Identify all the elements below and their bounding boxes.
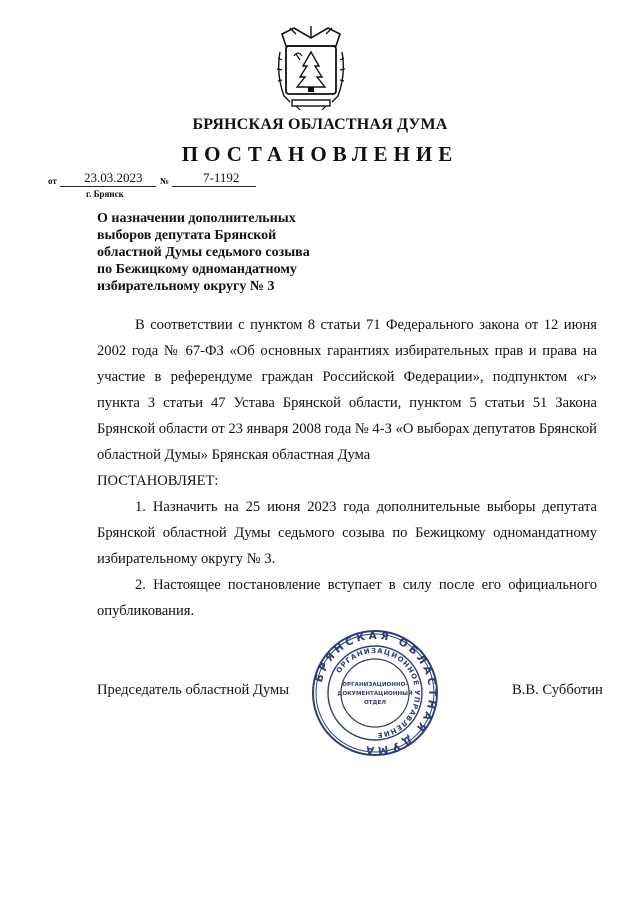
document-number: 7-1192: [203, 170, 240, 185]
document-subject: [97, 210, 339, 295]
document-type: ПОСТАНОВЛЕНИЕ: [181, 142, 459, 166]
city-label: г. Брянск: [86, 189, 124, 199]
subject-line: по Бежицкому одномандатному: [97, 262, 297, 277]
number-label: №: [160, 176, 170, 186]
preamble-paragraph: В соответствии с пунктом 8 статьи 71 Федерального закона от 12 июня 2002 года № 67-ФЗ «Об основных гарантиях избирательных прав и права на участие в референдуме граждан Российской Федерации», подпунктом «г» пункта 3 статьи 47 Устава Брянской области, пунктом 5 статьи 51 Закона Брянской области от 23 января 2008 года № 4-З «О выборах депутатов Брянской областной Думы» Брянская областная Дума: [97, 317, 597, 463]
subject-line: О назначении дополнительных: [97, 211, 296, 226]
resolution-item-1: 1. Назначить на 25 июня 2023 года дополнительные выборы депутата Брянской областной Думы седьмого созыва по Бежицкому одномандатному избирательному округу № 3.: [97, 499, 597, 567]
document-body: [97, 312, 597, 624]
signatory-position: Председатель областной Думы: [97, 682, 290, 698]
official-seal-icon: [310, 628, 440, 758]
svg-text:БРЯНСКАЯ ОБЛАСТНАЯ ДУМА: БРЯНСКАЯ ОБЛАСТНАЯ ДУМА: [313, 629, 439, 757]
date-underline: [60, 186, 156, 187]
subject-line: областной Думы седьмого созыва: [97, 245, 310, 260]
subject-line: выборов депутата Брянской: [97, 228, 277, 243]
resolution-item-2: 2. Настоящее постановление вступает в силу после его официального опубликования.: [97, 577, 597, 619]
signatory-name: В.В. Субботин: [512, 682, 603, 698]
svg-text:ОТДЕЛ: ОТДЕЛ: [363, 700, 387, 706]
date-label: от: [48, 176, 57, 186]
organization-name: БРЯНСКАЯ ОБЛАСТНАЯ ДУМА: [192, 116, 448, 133]
svg-text:ОРГАНИЗАЦИОННО-: ОРГАНИЗАЦИОННО-: [342, 682, 408, 688]
svg-text:ДОКУМЕНТАЦИОННЫЙ: ДОКУМЕНТАЦИОННЫЙ: [337, 691, 413, 697]
svg-text:ОРГАНИЗАЦИОННОЕ УПРАВЛЕНИЕ: ОРГАНИЗАЦИОННОЕ УПРАВЛЕНИЕ: [334, 646, 422, 740]
number-underline: [172, 186, 256, 187]
document-date: 23.03.2023: [84, 170, 143, 185]
subject-line: избирательному округу № 3: [97, 279, 275, 294]
resolves-line: ПОСТАНОВЛЯЕТ:: [97, 473, 219, 489]
coat-of-arms-icon: [270, 24, 352, 110]
